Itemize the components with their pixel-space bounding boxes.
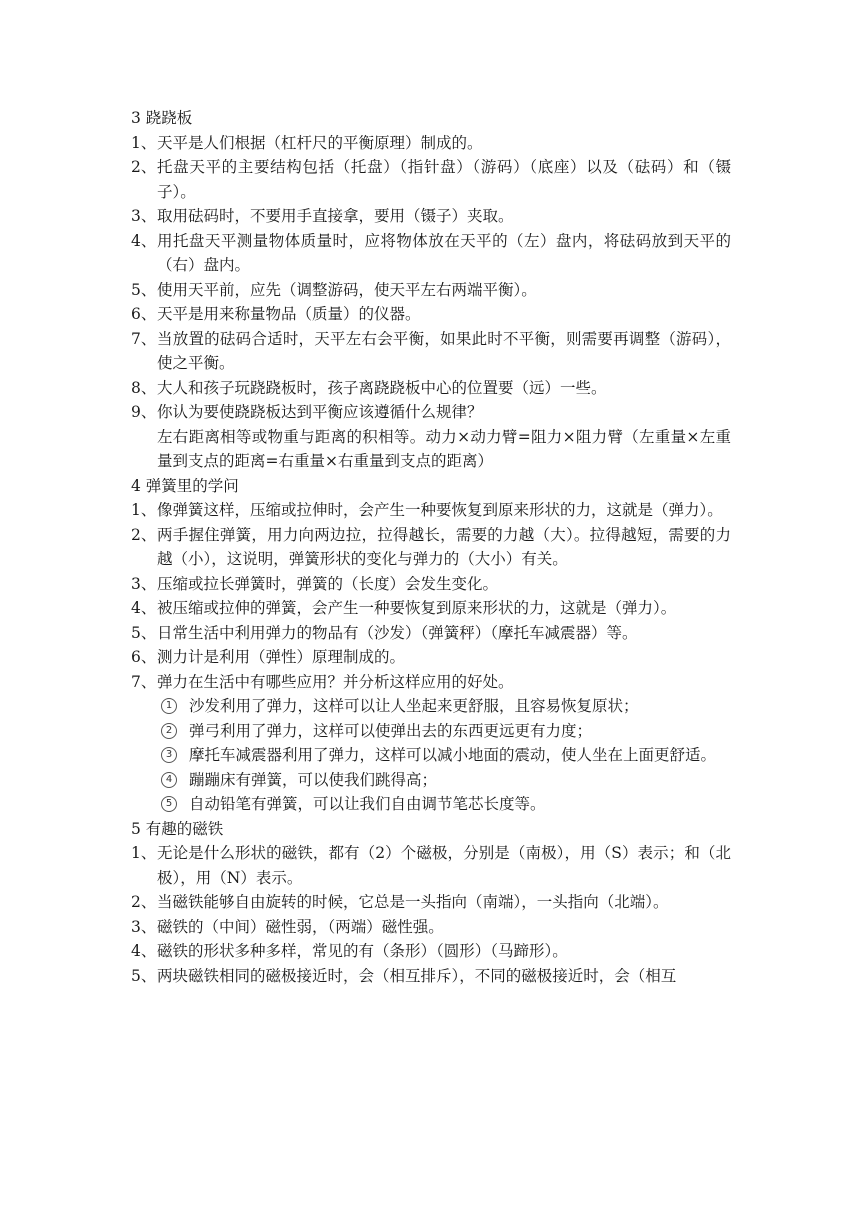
item-number: 1、 xyxy=(131,133,157,152)
list-item xyxy=(131,596,731,621)
item-text: 弹力在生活中有哪些应用？并分析这样应用的好处。 xyxy=(157,672,514,691)
item-text: 当磁铁能够自由旋转的时候，它总是一头指向（南端），一头指向（北端）。 xyxy=(157,893,669,911)
list-item xyxy=(131,400,731,425)
list-item xyxy=(131,376,731,401)
list-item xyxy=(131,939,731,964)
item-number: 2、 xyxy=(131,158,157,176)
sub-item xyxy=(131,694,731,719)
list-item xyxy=(131,278,731,303)
sub-item-text: 蹦蹦床有弹簧，可以使我们跳得高； xyxy=(189,770,438,789)
list-item xyxy=(131,670,731,695)
item-number: 3、 xyxy=(131,917,157,936)
list-item xyxy=(131,155,731,204)
item-number: 1、 xyxy=(131,501,157,519)
sub-item xyxy=(131,743,731,768)
item-text: 日常生活中利用弹力的物品有（沙发）（弹簧秤）（摩托车减震器）等。 xyxy=(157,623,638,642)
sub-item-text: 摩托车减震器利用了弹力，这样可以减小地面的震动，使人坐在上面更舒适。 xyxy=(189,746,717,764)
item-number: 5、 xyxy=(131,280,157,299)
list-item xyxy=(131,327,731,376)
answer-text: 左右距离相等或物重与距离的积相等。动力×动力臂=阻力×阻力臂（左重量×左重量到支点的距离=右重量×右重量到支点的距离） xyxy=(157,427,731,470)
item-number: 7、 xyxy=(131,672,157,691)
item-text: 磁铁的形状多种多样，常见的有（条形）（圆形）（马蹄形）。 xyxy=(157,942,568,960)
list-item xyxy=(131,204,731,229)
item-number: 3、 xyxy=(131,574,157,593)
list-item xyxy=(131,302,731,327)
list-item xyxy=(131,645,731,670)
sub-item xyxy=(131,768,731,793)
section-heading-seesaw: 3 跷跷板 xyxy=(131,109,193,127)
circled-number: 1 xyxy=(161,698,177,714)
sub-item-text: 弹弓利用了弹力，这样可以使弹出去的东西更远更有力度； xyxy=(189,721,593,740)
item-text: 取用砝码时，不要用手直接拿，要用（镊子）夹取。 xyxy=(157,207,514,225)
item-text: 像弹簧这样，压缩或拉伸时，会产生一种要恢复到原来形状的力，这就是（弹力）。 xyxy=(157,501,723,519)
list-item xyxy=(131,572,731,597)
list-item xyxy=(131,964,731,989)
circled-number: 4 xyxy=(161,772,177,788)
document-content xyxy=(131,106,731,988)
item-number: 3、 xyxy=(131,207,157,225)
circled-number: 3 xyxy=(161,747,177,763)
item-number: 4、 xyxy=(131,942,157,960)
item-number: 1、 xyxy=(131,844,157,862)
item-text: 无论是什么形状的磁铁，都有（2）个磁极，分别是（南极），用（S）表示；和（北极），用（N）表示。 xyxy=(157,844,731,887)
item-number: 2、 xyxy=(131,893,157,911)
item-text: 大人和孩子玩跷跷板时，孩子离跷跷板中心的位置要（远）一些。 xyxy=(157,378,607,397)
item-text: 两块磁铁相同的磁极接近时，会（相互排斥），不同的磁极接近时，会（相互 xyxy=(157,966,677,985)
item-text: 天平是人们根据（杠杆尺的平衡原理）制成的。 xyxy=(157,133,483,152)
item-text: 托盘天平的主要结构包括（托盘）（指针盘）（游码）（底座）以及（砝码）和（镊子）。 xyxy=(157,158,731,201)
circled-number: 2 xyxy=(161,723,177,739)
item-text: 你认为要使跷跷板达到平衡应该遵循什么规律？ xyxy=(157,403,483,421)
list-item xyxy=(131,498,731,523)
list-item xyxy=(131,523,731,572)
section-heading-spring: 4 弹簧里的学问 xyxy=(131,476,239,495)
item-number: 7、 xyxy=(131,329,157,348)
item-number: 5、 xyxy=(131,966,157,985)
list-item xyxy=(131,131,731,156)
item-text: 当放置的砝码合适时，天平左右会平衡，如果此时不平衡，则需要再调整（游码），使之平衡。 xyxy=(157,329,731,372)
item-text: 两手握住弹簧，用力向两边拉，拉得越长，需要的力越（大）。拉得越短，需要的力越（小），这说明，弹簧形状的变化与弹力的（大小）有关。 xyxy=(157,525,731,568)
list-item xyxy=(131,621,731,646)
item-number: 2、 xyxy=(131,525,157,544)
list-item xyxy=(131,890,731,915)
item-text: 磁铁的（中间）磁性弱，（两端）磁性强。 xyxy=(157,917,444,936)
list-item xyxy=(131,841,731,890)
item-number: 4、 xyxy=(131,231,157,250)
circled-number: 5 xyxy=(161,796,177,812)
item-text: 使用天平前，应先（调整游码，使天平左右两端平衡）。 xyxy=(157,280,537,299)
item-text: 用托盘天平测量物体质量时，应将物体放在天平的（左）盘内，将砝码放到天平的（右）盘内。 xyxy=(157,231,731,274)
section-heading-magnet: 5 有趣的磁铁 xyxy=(131,819,224,838)
item-number: 6、 xyxy=(131,305,157,323)
item-number: 5、 xyxy=(131,623,157,642)
item-number: 6、 xyxy=(131,648,157,666)
item-text: 被压缩或拉伸的弹簧，会产生一种要恢复到原来形状的力，这就是（弹力）。 xyxy=(157,599,677,617)
item-number: 9、 xyxy=(131,403,157,421)
list-item xyxy=(131,915,731,940)
item-number: 8、 xyxy=(131,378,157,397)
item-number: 4、 xyxy=(131,599,157,617)
sub-item xyxy=(131,792,731,817)
item-text: 压缩或拉长弹簧时，弹簧的（长度）会发生变化。 xyxy=(157,574,499,593)
sub-item xyxy=(131,719,731,744)
item-text: 测力计是利用（弹性）原理制成的。 xyxy=(157,648,406,666)
sub-item-text: 自动铅笔有弹簧，可以让我们自由调节笔芯长度等。 xyxy=(189,795,546,813)
sub-item-text: 沙发利用了弹力，这样可以让人坐起来更舒服，且容易恢复原状； xyxy=(189,697,639,715)
item-text: 天平是用来称量物品（质量）的仪器。 xyxy=(157,305,421,323)
list-item xyxy=(131,229,731,278)
